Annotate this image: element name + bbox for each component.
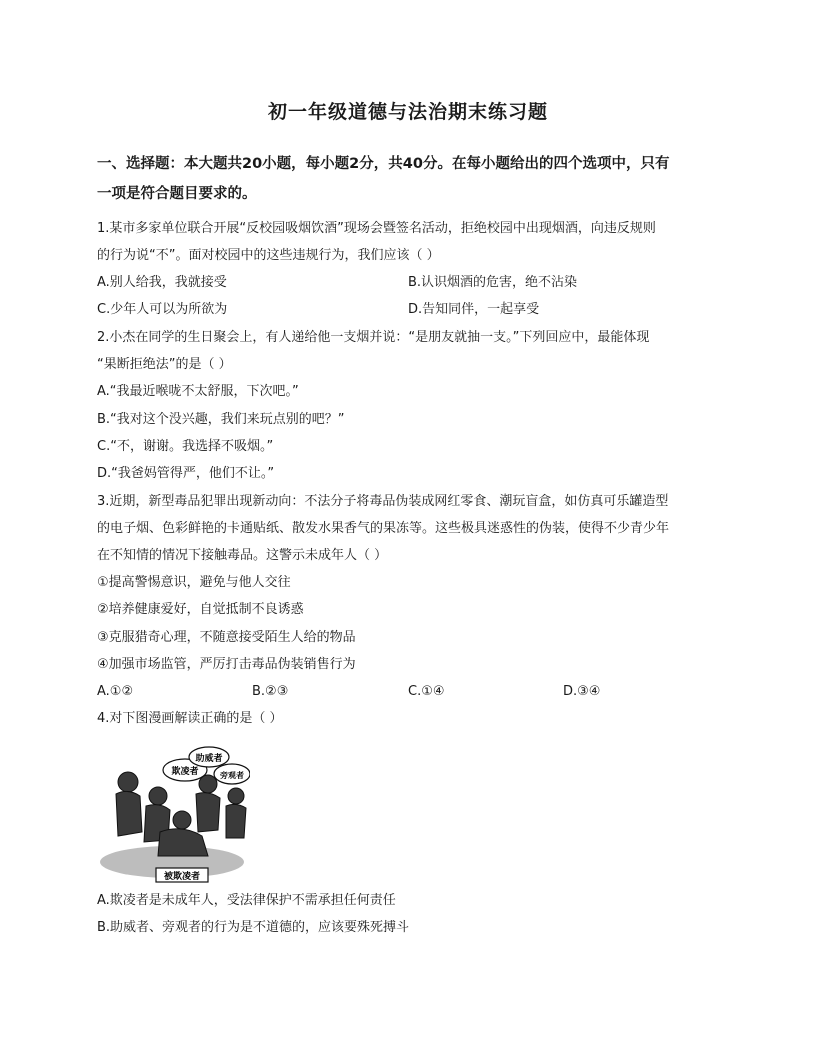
figure-helper-body xyxy=(196,793,220,832)
q1-stem-line2: 的行为说“不”。面对校园中的这些违规行为，我们应该（ ） xyxy=(97,248,440,263)
q4-option-a: A.欺凌者是未成年人，受法律保护不需承担任何责任 xyxy=(97,893,396,908)
q1-option-b: B.认识烟酒的危害，绝不沾染 xyxy=(408,275,578,290)
q2-option-a: A.“我最近喉咙不太舒服，下次吧。” xyxy=(97,384,299,399)
figure-left-body xyxy=(116,791,142,836)
q2-stem-line1: 2.小杰在同学的生日聚会上，有人递给他一支烟并说：“是朋友就抽一支。”下列回应中，最能体现 xyxy=(97,330,650,345)
q3-stem-line2: 的电子烟、色彩鲜艳的卡通贴纸、散发水果香气的果冻等。这些极具迷惑性的伪装，使得不少青少年 xyxy=(97,521,670,536)
q3-option-b: B.②③ xyxy=(252,684,289,699)
label-bully: 欺凌者 xyxy=(171,767,199,777)
figure-bystander-head xyxy=(228,788,244,804)
figure-left-head xyxy=(118,772,138,792)
q4-option-b: B.助威者、旁观者的行为是不道德的，应该要殊死搏斗 xyxy=(97,920,410,935)
q1-option-d: D.告知同伴，一起享受 xyxy=(408,302,540,317)
figure-bystander-body xyxy=(226,804,246,838)
bullying-cartoon xyxy=(98,744,250,884)
q3-statement-1: ①提高警惕意识，避免与他人交往 xyxy=(97,575,291,590)
label-bystander: 旁观者 xyxy=(220,771,244,780)
section-heading-line1: 一、选择题：本大题共20小题，每小题2分，共40分。在每小题给出的四个选项中，只有 xyxy=(97,156,670,172)
q3-option-a: A.①② xyxy=(97,684,134,699)
figure-victim-body xyxy=(158,829,208,856)
figure-victim-head xyxy=(173,811,191,829)
q3-statement-2: ②培养健康爱好，自觉抵制不良诱惑 xyxy=(97,602,304,617)
q1-option-c: C.少年人可以为所欲为 xyxy=(97,302,228,317)
q2-option-c: C.“不，谢谢。我选择不吸烟。” xyxy=(97,439,274,454)
section-heading-line2: 一项是符合题目要求的。 xyxy=(97,186,257,202)
q3-stem-line3: 在不知情的情况下接触毒品。这警示未成年人（ ） xyxy=(97,548,388,563)
page-title: 初一年级道德与法治期末练习题 xyxy=(267,101,548,123)
q3-option-d: D.③④ xyxy=(563,684,601,699)
q2-option-b: B.“我对这个没兴趣，我们来玩点别的吧？” xyxy=(97,412,345,427)
label-victim: 被欺凌者 xyxy=(163,872,201,882)
q3-stem-line1: 3.近期，新型毒品犯罪出现新动向：不法分子将毒品伪装成网红零食、潮玩盲盒，如仿真可乐罐造型 xyxy=(97,494,669,509)
q1-option-a: A.别人给我，我就接受 xyxy=(97,275,227,290)
label-helper: 助威者 xyxy=(195,754,223,764)
q4-stem: 4.对下图漫画解读正确的是（ ） xyxy=(97,711,283,726)
q3-option-c: C.①④ xyxy=(408,684,445,699)
q2-stem-line2: “果断拒绝法”的是（ ） xyxy=(97,357,232,372)
q1-stem-line1: 1.某市多家单位联合开展“反校园吸烟饮酒”现场会暨签名活动，拒绝校园中出现烟酒，向违反规则 xyxy=(97,221,656,236)
figure-bully-head xyxy=(149,787,167,805)
q2-option-d: D.“我爸妈管得严，他们不让。” xyxy=(97,466,275,481)
q3-statement-4: ④加强市场监管，严厉打击毒品伪装销售行为 xyxy=(97,657,356,672)
q3-statement-3: ③克服猎奇心理，不随意接受陌生人给的物品 xyxy=(97,630,356,645)
